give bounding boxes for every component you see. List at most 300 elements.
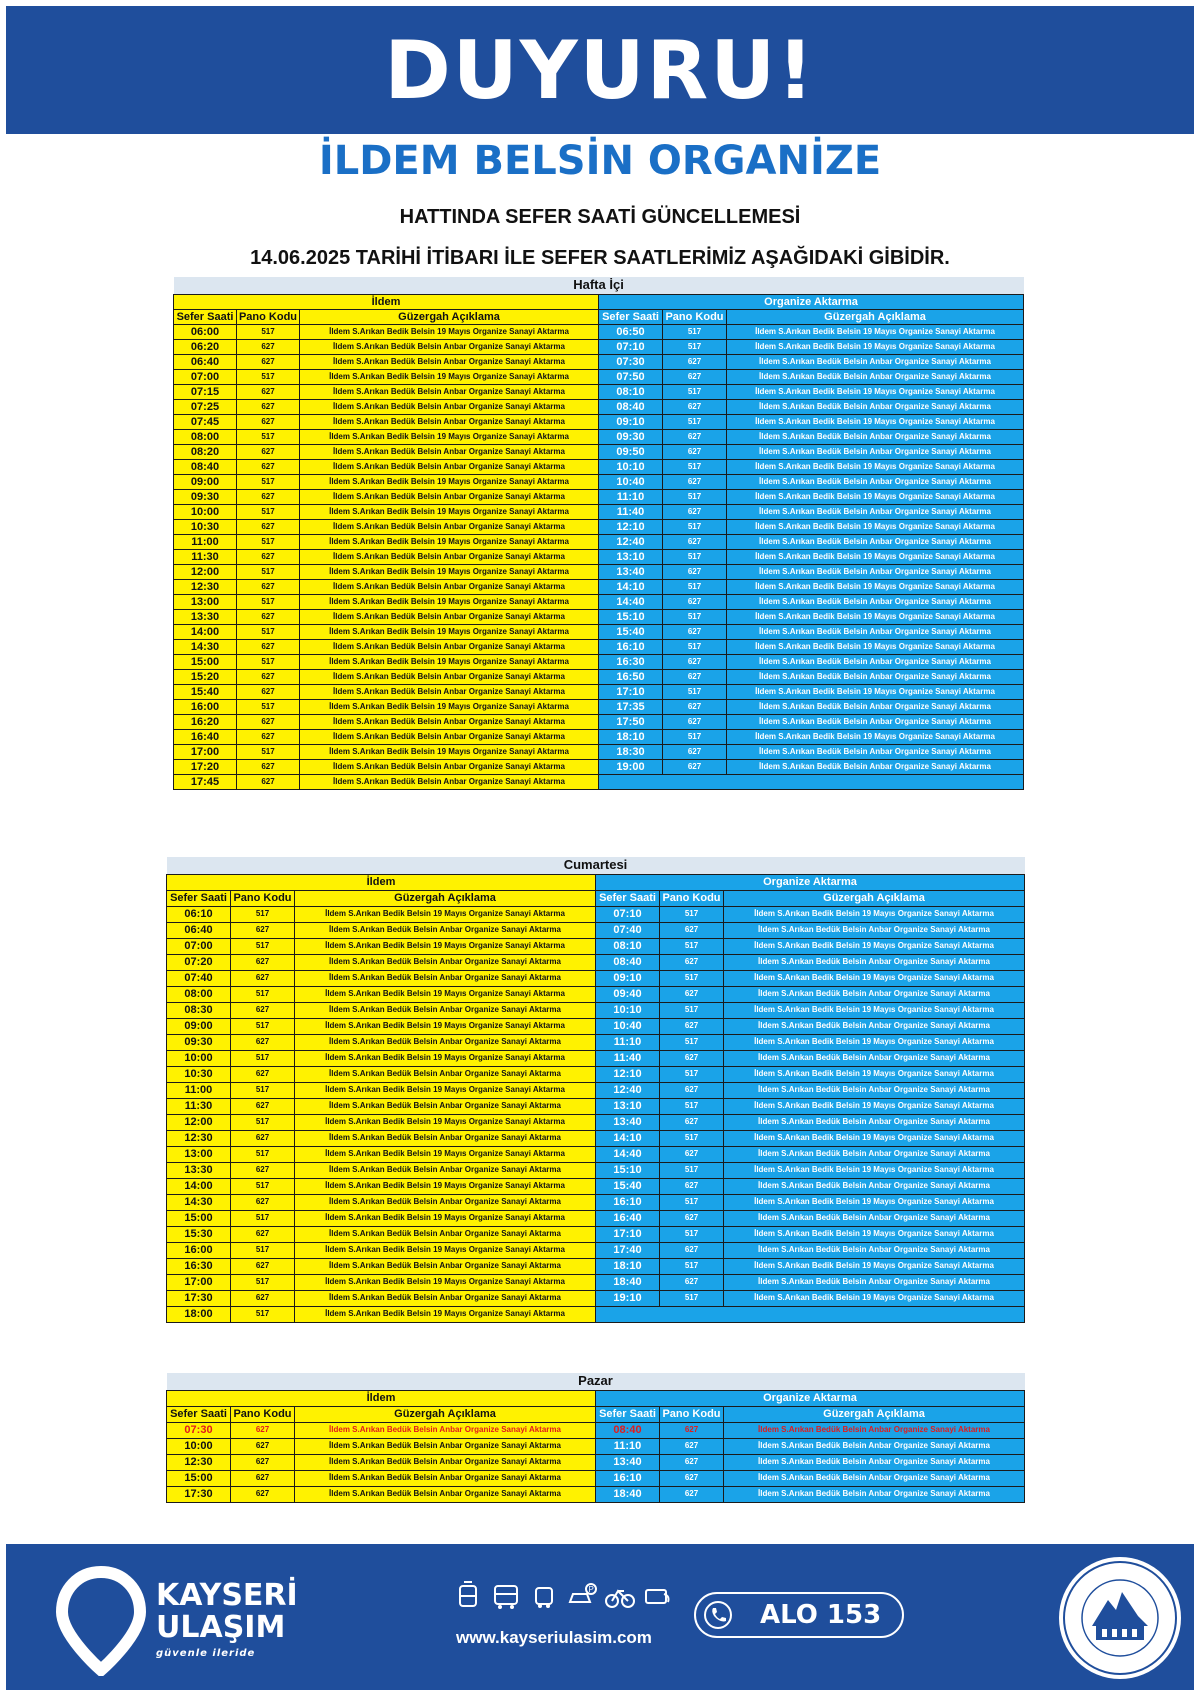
departure-time: 17:10 bbox=[596, 1226, 660, 1242]
route-description: İldem S.Arıkan Bedik Belsin 19 Mayıs Organize Sanayi Aktarma bbox=[727, 339, 1024, 354]
departure-time: 18:10 bbox=[596, 1258, 660, 1274]
route-code: 627 bbox=[237, 729, 300, 744]
route-code: 517 bbox=[231, 1306, 295, 1322]
route-code: 517 bbox=[237, 324, 300, 339]
departure-time: 15:10 bbox=[596, 1162, 660, 1178]
route-description: İldem S.Arıkan Bedik Belsin 19 Mayıs Organize Sanayi Aktarma bbox=[295, 1050, 596, 1066]
column-header-route: Güzergah Açıklama bbox=[300, 309, 599, 324]
departure-time: 18:00 bbox=[167, 1306, 231, 1322]
table-row bbox=[167, 1114, 1025, 1130]
departure-time: 08:10 bbox=[599, 384, 663, 399]
route-description: İldem S.Arıkan Bedik Belsin 19 Mayıs Organize Sanayi Aktarma bbox=[724, 1226, 1025, 1242]
departure-time: 12:10 bbox=[599, 519, 663, 534]
route-code: 627 bbox=[663, 429, 727, 444]
right-stop-header: Organize Aktarma bbox=[596, 874, 1025, 890]
route-code: 627 bbox=[231, 1258, 295, 1274]
route-code: 627 bbox=[663, 369, 727, 384]
route-code: 627 bbox=[660, 1242, 724, 1258]
table-row bbox=[167, 1422, 1025, 1438]
departure-time: 17:30 bbox=[167, 1486, 231, 1502]
route-description: İldem S.Arıkan Bedik Belsin 19 Mayıs Organize Sanayi Aktarma bbox=[727, 549, 1024, 564]
route-description: İldem S.Arıkan Bedük Belsin Anbar Organize Sanayi Aktarma bbox=[295, 970, 596, 986]
table-row bbox=[174, 594, 1024, 609]
table-row bbox=[167, 906, 1025, 922]
route-code: 627 bbox=[237, 354, 300, 369]
day-header: Cumartesi bbox=[167, 857, 1025, 874]
route-description: İldem S.Arıkan Bedük Belsin Anbar Organize Sanayi Aktarma bbox=[727, 354, 1024, 369]
route-code: 627 bbox=[237, 639, 300, 654]
route-description: İldem S.Arıkan Bedük Belsin Anbar Organize Sanayi Aktarma bbox=[724, 1018, 1025, 1034]
route-description: İldem S.Arıkan Bedik Belsin 19 Mayıs Organize Sanayi Aktarma bbox=[300, 624, 599, 639]
top-banner bbox=[6, 6, 1194, 134]
column-header-route: Güzergah Açıklama bbox=[724, 1406, 1025, 1422]
departure-time: 15:00 bbox=[167, 1210, 231, 1226]
departure-time: 13:30 bbox=[167, 1162, 231, 1178]
departure-time: 09:00 bbox=[174, 474, 237, 489]
departure-time: 14:40 bbox=[596, 1146, 660, 1162]
departure-time: 16:50 bbox=[599, 669, 663, 684]
departure-time: 18:40 bbox=[596, 1486, 660, 1502]
departure-time: 09:30 bbox=[167, 1034, 231, 1050]
departure-time: 16:20 bbox=[174, 714, 237, 729]
departure-time: 10:10 bbox=[599, 459, 663, 474]
route-description: İldem S.Arıkan Bedük Belsin Anbar Organize Sanayi Aktarma bbox=[300, 639, 599, 654]
route-description: İldem S.Arıkan Bedük Belsin Anbar Organize Sanayi Aktarma bbox=[724, 1242, 1025, 1258]
departure-time: 17:40 bbox=[596, 1242, 660, 1258]
column-header-time: Sefer Saati bbox=[596, 1406, 660, 1422]
route-code: 517 bbox=[660, 1002, 724, 1018]
table-row bbox=[174, 669, 1024, 684]
departure-time: 06:10 bbox=[167, 906, 231, 922]
svg-text:P: P bbox=[588, 1585, 594, 1594]
departure-time: 13:10 bbox=[596, 1098, 660, 1114]
route-code: 517 bbox=[660, 1290, 724, 1306]
route-description: İldem S.Arıkan Bedük Belsin Anbar Organize Sanayi Aktarma bbox=[727, 654, 1024, 669]
route-description: İldem S.Arıkan Bedük Belsin Anbar Organize Sanayi Aktarma bbox=[300, 444, 599, 459]
route-code: 627 bbox=[663, 699, 727, 714]
route-description: İldem S.Arıkan Bedik Belsin 19 Mayıs Organize Sanayi Aktarma bbox=[727, 729, 1024, 744]
route-code: 517 bbox=[231, 1050, 295, 1066]
route-code: 627 bbox=[237, 444, 300, 459]
column-header-code: Pano Kodu bbox=[237, 309, 300, 324]
route-description: İldem S.Arıkan Bedik Belsin 19 Mayıs Organize Sanayi Aktarma bbox=[727, 609, 1024, 624]
route-code: 627 bbox=[237, 714, 300, 729]
column-header-time: Sefer Saati bbox=[174, 309, 237, 324]
update-subtitle: HATTINDA SEFER SAATİ GÜNCELLEMESİ bbox=[399, 206, 801, 228]
route-code: 627 bbox=[660, 1454, 724, 1470]
route-description: İldem S.Arıkan Bedük Belsin Anbar Organize Sanayi Aktarma bbox=[727, 444, 1024, 459]
route-code: 517 bbox=[660, 938, 724, 954]
line-name: İLDEM BELSİN ORGANİZE bbox=[318, 138, 882, 184]
route-description: İldem S.Arıkan Bedük Belsin Anbar Organize Sanayi Aktarma bbox=[727, 759, 1024, 774]
departure-time: 07:40 bbox=[167, 970, 231, 986]
table-row bbox=[167, 986, 1025, 1002]
route-code: 517 bbox=[663, 639, 727, 654]
route-code: 627 bbox=[660, 954, 724, 970]
column-header-code: Pano Kodu bbox=[660, 1406, 724, 1422]
table-row bbox=[174, 324, 1024, 339]
route-code: 627 bbox=[237, 669, 300, 684]
route-description: İldem S.Arıkan Bedük Belsin Anbar Organize Sanayi Aktarma bbox=[300, 729, 599, 744]
route-description: İldem S.Arıkan Bedik Belsin 19 Mayıs Organize Sanayi Aktarma bbox=[300, 564, 599, 579]
departure-time: 12:00 bbox=[167, 1114, 231, 1130]
route-code: 517 bbox=[231, 1210, 295, 1226]
departure-time: 17:20 bbox=[174, 759, 237, 774]
table-row bbox=[167, 1454, 1025, 1470]
table-row bbox=[167, 1050, 1025, 1066]
departure-time: 07:30 bbox=[167, 1422, 231, 1438]
route-description: İldem S.Arıkan Bedik Belsin 19 Mayıs Organize Sanayi Aktarma bbox=[295, 1306, 596, 1322]
departure-time: 12:30 bbox=[167, 1130, 231, 1146]
column-header-time: Sefer Saati bbox=[596, 890, 660, 906]
route-code: 627 bbox=[663, 714, 727, 729]
route-description: İldem S.Arıkan Bedik Belsin 19 Mayıs Organize Sanayi Aktarma bbox=[295, 1018, 596, 1034]
departure-time: 14:10 bbox=[596, 1130, 660, 1146]
route-code: 627 bbox=[237, 339, 300, 354]
route-description: İldem S.Arıkan Bedük Belsin Anbar Organize Sanayi Aktarma bbox=[295, 1258, 596, 1274]
brand-line2: ULAŞIM bbox=[156, 1610, 286, 1645]
departure-time: 08:40 bbox=[596, 1422, 660, 1438]
route-code: 627 bbox=[660, 1470, 724, 1486]
route-description: İldem S.Arıkan Bedük Belsin Anbar Organize Sanayi Aktarma bbox=[300, 354, 599, 369]
kayseri-ulasim-logo bbox=[56, 1566, 316, 1676]
route-description: İldem S.Arıkan Bedik Belsin 19 Mayıs Organize Sanayi Aktarma bbox=[727, 519, 1024, 534]
route-code: 517 bbox=[237, 594, 300, 609]
table-row bbox=[174, 744, 1024, 759]
route-description: İldem S.Arıkan Bedik Belsin 19 Mayıs Organize Sanayi Aktarma bbox=[724, 970, 1025, 986]
route-code: 627 bbox=[231, 1162, 295, 1178]
route-description: İldem S.Arıkan Bedik Belsin 19 Mayıs Organize Sanayi Aktarma bbox=[295, 1274, 596, 1290]
column-header-time: Sefer Saati bbox=[599, 309, 663, 324]
route-code: 517 bbox=[660, 1226, 724, 1242]
route-description: İldem S.Arıkan Bedük Belsin Anbar Organize Sanayi Aktarma bbox=[724, 1454, 1025, 1470]
route-code: 627 bbox=[660, 986, 724, 1002]
sunday-schedule-table bbox=[166, 1373, 1025, 1503]
route-code: 517 bbox=[663, 384, 727, 399]
route-code: 627 bbox=[231, 1066, 295, 1082]
departure-time: 07:10 bbox=[596, 906, 660, 922]
departure-time: 12:30 bbox=[167, 1454, 231, 1470]
route-code: 517 bbox=[231, 986, 295, 1002]
route-code: 627 bbox=[663, 759, 727, 774]
route-description: İldem S.Arıkan Bedük Belsin Anbar Organize Sanayi Aktarma bbox=[727, 699, 1024, 714]
departure-time: 14:10 bbox=[599, 579, 663, 594]
departure-time: 11:40 bbox=[599, 504, 663, 519]
table-row bbox=[174, 354, 1024, 369]
route-code: 627 bbox=[660, 922, 724, 938]
table-row bbox=[174, 684, 1024, 699]
route-description: İldem S.Arıkan Bedük Belsin Anbar Organize Sanayi Aktarma bbox=[295, 1098, 596, 1114]
route-description: İldem S.Arıkan Bedük Belsin Anbar Organize Sanayi Aktarma bbox=[300, 459, 599, 474]
route-description: İldem S.Arıkan Bedik Belsin 19 Mayıs Organize Sanayi Aktarma bbox=[300, 594, 599, 609]
departure-time: 14:00 bbox=[167, 1178, 231, 1194]
route-code: 517 bbox=[663, 579, 727, 594]
day-header: Hafta İçi bbox=[174, 277, 1024, 294]
route-description: İldem S.Arıkan Bedük Belsin Anbar Organize Sanayi Aktarma bbox=[300, 714, 599, 729]
departure-time: 09:40 bbox=[596, 986, 660, 1002]
route-code: 517 bbox=[237, 504, 300, 519]
route-code: 517 bbox=[237, 534, 300, 549]
table-row bbox=[174, 519, 1024, 534]
route-description: İldem S.Arıkan Bedük Belsin Anbar Organize Sanayi Aktarma bbox=[295, 1470, 596, 1486]
route-description: İldem S.Arıkan Bedik Belsin 19 Mayıs Organize Sanayi Aktarma bbox=[724, 1290, 1025, 1306]
column-header-route: Güzergah Açıklama bbox=[295, 1406, 596, 1422]
car-parking-icon bbox=[566, 1580, 598, 1612]
route-code: 627 bbox=[231, 1290, 295, 1306]
departure-time: 19:10 bbox=[596, 1290, 660, 1306]
route-description: İldem S.Arıkan Bedük Belsin Anbar Organize Sanayi Aktarma bbox=[727, 474, 1024, 489]
table-row bbox=[174, 729, 1024, 744]
route-description: İldem S.Arıkan Bedik Belsin 19 Mayıs Organize Sanayi Aktarma bbox=[300, 474, 599, 489]
departure-time: 10:40 bbox=[599, 474, 663, 489]
table-row bbox=[167, 1146, 1025, 1162]
departure-time: 13:30 bbox=[174, 609, 237, 624]
route-code: 517 bbox=[237, 654, 300, 669]
route-code: 627 bbox=[237, 684, 300, 699]
column-header-time: Sefer Saati bbox=[167, 1406, 231, 1422]
route-description: İldem S.Arıkan Bedük Belsin Anbar Organize Sanayi Aktarma bbox=[300, 489, 599, 504]
route-description: İldem S.Arıkan Bedük Belsin Anbar Organize Sanayi Aktarma bbox=[724, 1050, 1025, 1066]
departure-time: 12:00 bbox=[174, 564, 237, 579]
phone-icon bbox=[702, 1599, 734, 1631]
table-row bbox=[174, 774, 1024, 789]
route-code: 627 bbox=[231, 954, 295, 970]
route-description: İldem S.Arıkan Bedik Belsin 19 Mayıs Organize Sanayi Aktarma bbox=[724, 1002, 1025, 1018]
departure-time: 14:40 bbox=[599, 594, 663, 609]
route-code: 627 bbox=[231, 1226, 295, 1242]
route-description: İldem S.Arıkan Bedik Belsin 19 Mayıs Organize Sanayi Aktarma bbox=[300, 699, 599, 714]
table-row bbox=[167, 1210, 1025, 1226]
departure-time: 17:50 bbox=[599, 714, 663, 729]
table-row bbox=[174, 399, 1024, 414]
departure-time: 15:40 bbox=[174, 684, 237, 699]
route-description: İldem S.Arıkan Bedük Belsin Anbar Organize Sanayi Aktarma bbox=[295, 1194, 596, 1210]
brand-tagline: güvenle ileride bbox=[156, 1648, 256, 1659]
table-row bbox=[174, 474, 1024, 489]
route-description: İldem S.Arıkan Bedik Belsin 19 Mayıs Organize Sanayi Aktarma bbox=[727, 579, 1024, 594]
route-description: İldem S.Arıkan Bedük Belsin Anbar Organize Sanayi Aktarma bbox=[727, 669, 1024, 684]
departure-time: 11:00 bbox=[174, 534, 237, 549]
route-code: 627 bbox=[663, 744, 727, 759]
route-description: İldem S.Arıkan Bedik Belsin 19 Mayıs Organize Sanayi Aktarma bbox=[724, 1098, 1025, 1114]
table-row bbox=[167, 1162, 1025, 1178]
table-row bbox=[167, 1258, 1025, 1274]
departure-time: 15:20 bbox=[174, 669, 237, 684]
route-code: 517 bbox=[231, 1242, 295, 1258]
route-description: İldem S.Arıkan Bedük Belsin Anbar Organize Sanayi Aktarma bbox=[727, 534, 1024, 549]
table-row bbox=[167, 1290, 1025, 1306]
phone-hotline[interactable] bbox=[694, 1592, 904, 1638]
route-code: 627 bbox=[231, 1470, 295, 1486]
route-code: 517 bbox=[660, 1194, 724, 1210]
table-row bbox=[167, 1226, 1025, 1242]
route-description: İldem S.Arıkan Bedük Belsin Anbar Organize Sanayi Aktarma bbox=[727, 369, 1024, 384]
departure-time: 07:15 bbox=[174, 384, 237, 399]
route-description: İldem S.Arıkan Bedik Belsin 19 Mayıs Organize Sanayi Aktarma bbox=[295, 1178, 596, 1194]
departure-time: 15:40 bbox=[599, 624, 663, 639]
route-code: 627 bbox=[231, 970, 295, 986]
table-row bbox=[174, 579, 1024, 594]
departure-time: 06:50 bbox=[599, 324, 663, 339]
table-row bbox=[174, 699, 1024, 714]
location-pin-icon bbox=[56, 1566, 146, 1676]
empty-cell bbox=[599, 774, 1024, 789]
route-description: İldem S.Arıkan Bedük Belsin Anbar Organize Sanayi Aktarma bbox=[295, 1066, 596, 1082]
departure-time: 12:30 bbox=[174, 579, 237, 594]
table-row bbox=[167, 1034, 1025, 1050]
route-code: 627 bbox=[663, 534, 727, 549]
website-link[interactable]: www.kayseriulasim.com bbox=[456, 1628, 652, 1647]
route-code: 627 bbox=[237, 489, 300, 504]
table-row bbox=[174, 639, 1024, 654]
route-code: 627 bbox=[663, 354, 727, 369]
route-code: 517 bbox=[231, 1082, 295, 1098]
route-description: İldem S.Arıkan Bedük Belsin Anbar Organize Sanayi Aktarma bbox=[727, 624, 1024, 639]
departure-time: 06:40 bbox=[174, 354, 237, 369]
departure-time: 15:10 bbox=[599, 609, 663, 624]
route-description: İldem S.Arıkan Bedik Belsin 19 Mayıs Organize Sanayi Aktarma bbox=[295, 906, 596, 922]
route-code: 627 bbox=[660, 1050, 724, 1066]
route-description: İldem S.Arıkan Bedik Belsin 19 Mayıs Organize Sanayi Aktarma bbox=[724, 906, 1025, 922]
route-code: 627 bbox=[663, 474, 727, 489]
route-description: İldem S.Arıkan Bedik Belsin 19 Mayıs Organize Sanayi Aktarma bbox=[724, 938, 1025, 954]
route-description: İldem S.Arıkan Bedik Belsin 19 Mayıs Organize Sanayi Aktarma bbox=[295, 938, 596, 954]
route-code: 627 bbox=[663, 504, 727, 519]
minibus-icon bbox=[528, 1580, 560, 1612]
departure-time: 09:00 bbox=[167, 1018, 231, 1034]
table-row bbox=[174, 534, 1024, 549]
route-code: 627 bbox=[237, 384, 300, 399]
departure-time: 14:00 bbox=[174, 624, 237, 639]
route-description: İldem S.Arıkan Bedik Belsin 19 Mayıs Organize Sanayi Aktarma bbox=[724, 1162, 1025, 1178]
route-code: 517 bbox=[663, 324, 727, 339]
route-code: 517 bbox=[660, 970, 724, 986]
route-description: İldem S.Arıkan Bedük Belsin Anbar Organize Sanayi Aktarma bbox=[724, 1470, 1025, 1486]
departure-time: 17:45 bbox=[174, 774, 237, 789]
departure-time: 08:40 bbox=[599, 399, 663, 414]
table-row bbox=[167, 1274, 1025, 1290]
route-code: 517 bbox=[237, 744, 300, 759]
route-description: İldem S.Arıkan Bedik Belsin 19 Mayıs Organize Sanayi Aktarma bbox=[727, 489, 1024, 504]
table-row bbox=[167, 1098, 1025, 1114]
route-description: İldem S.Arıkan Bedik Belsin 19 Mayıs Organize Sanayi Aktarma bbox=[300, 534, 599, 549]
departure-time: 09:10 bbox=[596, 970, 660, 986]
departure-time: 11:40 bbox=[596, 1050, 660, 1066]
route-description: İldem S.Arıkan Bedük Belsin Anbar Organize Sanayi Aktarma bbox=[724, 1422, 1025, 1438]
table-row bbox=[174, 489, 1024, 504]
route-description: İldem S.Arıkan Bedik Belsin 19 Mayıs Organize Sanayi Aktarma bbox=[727, 324, 1024, 339]
route-description: İldem S.Arıkan Bedik Belsin 19 Mayıs Organize Sanayi Aktarma bbox=[724, 1258, 1025, 1274]
route-code: 627 bbox=[231, 1486, 295, 1502]
transport-icons bbox=[452, 1580, 672, 1614]
route-description: İldem S.Arıkan Bedük Belsin Anbar Organize Sanayi Aktarma bbox=[295, 1034, 596, 1050]
route-description: İldem S.Arıkan Bedük Belsin Anbar Organize Sanayi Aktarma bbox=[300, 774, 599, 789]
departure-time: 10:00 bbox=[174, 504, 237, 519]
departure-time: 08:40 bbox=[174, 459, 237, 474]
route-code: 627 bbox=[231, 1422, 295, 1438]
table-row bbox=[174, 759, 1024, 774]
route-code: 517 bbox=[237, 369, 300, 384]
route-code: 517 bbox=[231, 906, 295, 922]
route-description: İldem S.Arıkan Bedük Belsin Anbar Organize Sanayi Aktarma bbox=[300, 669, 599, 684]
route-description: İldem S.Arıkan Bedük Belsin Anbar Organize Sanayi Aktarma bbox=[300, 399, 599, 414]
table-row bbox=[174, 414, 1024, 429]
route-code: 627 bbox=[660, 1114, 724, 1130]
departure-time: 12:10 bbox=[596, 1066, 660, 1082]
table-row bbox=[167, 1194, 1025, 1210]
route-code: 517 bbox=[231, 1018, 295, 1034]
card-payment-icon bbox=[642, 1580, 674, 1612]
table-row bbox=[167, 1018, 1025, 1034]
route-code: 517 bbox=[663, 489, 727, 504]
route-description: İldem S.Arıkan Bedük Belsin Anbar Organize Sanayi Aktarma bbox=[295, 1130, 596, 1146]
route-description: İldem S.Arıkan Bedük Belsin Anbar Organize Sanayi Aktarma bbox=[724, 986, 1025, 1002]
departure-time: 17:10 bbox=[599, 684, 663, 699]
departure-time: 07:10 bbox=[599, 339, 663, 354]
municipality-seal bbox=[1056, 1554, 1184, 1687]
departure-time: 10:30 bbox=[167, 1066, 231, 1082]
route-code: 627 bbox=[663, 669, 727, 684]
route-description: İldem S.Arıkan Bedik Belsin 19 Mayıs Organize Sanayi Aktarma bbox=[295, 1146, 596, 1162]
table-row bbox=[167, 970, 1025, 986]
table-row bbox=[174, 504, 1024, 519]
table-row bbox=[174, 384, 1024, 399]
departure-time: 09:10 bbox=[599, 414, 663, 429]
route-description: İldem S.Arıkan Bedük Belsin Anbar Organize Sanayi Aktarma bbox=[295, 1422, 596, 1438]
route-description: İldem S.Arıkan Bedik Belsin 19 Mayıs Organize Sanayi Aktarma bbox=[724, 1130, 1025, 1146]
departure-time: 16:10 bbox=[596, 1194, 660, 1210]
route-description: İldem S.Arıkan Bedük Belsin Anbar Organize Sanayi Aktarma bbox=[295, 1454, 596, 1470]
footer-banner bbox=[6, 1544, 1194, 1690]
route-description: İldem S.Arıkan Bedük Belsin Anbar Organize Sanayi Aktarma bbox=[727, 504, 1024, 519]
route-code: 627 bbox=[663, 624, 727, 639]
route-description: İldem S.Arıkan Bedik Belsin 19 Mayıs Organize Sanayi Aktarma bbox=[727, 414, 1024, 429]
route-code: 627 bbox=[660, 1146, 724, 1162]
departure-time: 13:00 bbox=[174, 594, 237, 609]
route-description: İldem S.Arıkan Bedik Belsin 19 Mayıs Organize Sanayi Aktarma bbox=[295, 1242, 596, 1258]
route-code: 517 bbox=[660, 1098, 724, 1114]
route-description: İldem S.Arıkan Bedük Belsin Anbar Organize Sanayi Aktarma bbox=[724, 1178, 1025, 1194]
route-code: 627 bbox=[231, 1034, 295, 1050]
departure-time: 13:40 bbox=[596, 1454, 660, 1470]
table-row bbox=[174, 654, 1024, 669]
tram-icon bbox=[452, 1580, 484, 1612]
route-description: İldem S.Arıkan Bedik Belsin 19 Mayıs Organize Sanayi Aktarma bbox=[295, 1210, 596, 1226]
route-code: 627 bbox=[231, 1098, 295, 1114]
route-description: İldem S.Arıkan Bedük Belsin Anbar Organize Sanayi Aktarma bbox=[724, 1274, 1025, 1290]
departure-time: 16:10 bbox=[596, 1470, 660, 1486]
route-code: 517 bbox=[663, 549, 727, 564]
departure-time: 16:30 bbox=[599, 654, 663, 669]
route-code: 627 bbox=[663, 399, 727, 414]
departure-time: 15:00 bbox=[174, 654, 237, 669]
departure-time: 06:40 bbox=[167, 922, 231, 938]
route-code: 627 bbox=[663, 564, 727, 579]
route-code: 627 bbox=[660, 1422, 724, 1438]
table-row bbox=[174, 459, 1024, 474]
departure-time: 10:30 bbox=[174, 519, 237, 534]
table-row bbox=[167, 922, 1025, 938]
route-description: İldem S.Arıkan Bedük Belsin Anbar Organize Sanayi Aktarma bbox=[724, 1438, 1025, 1454]
departure-time: 07:20 bbox=[167, 954, 231, 970]
route-code: 627 bbox=[663, 654, 727, 669]
route-description: İldem S.Arıkan Bedük Belsin Anbar Organize Sanayi Aktarma bbox=[300, 414, 599, 429]
departure-time: 10:40 bbox=[596, 1018, 660, 1034]
route-description: İldem S.Arıkan Bedik Belsin 19 Mayıs Organize Sanayi Aktarma bbox=[300, 504, 599, 519]
route-description: İldem S.Arıkan Bedük Belsin Anbar Organize Sanayi Aktarma bbox=[727, 429, 1024, 444]
route-code: 517 bbox=[231, 1274, 295, 1290]
departure-time: 11:30 bbox=[174, 549, 237, 564]
